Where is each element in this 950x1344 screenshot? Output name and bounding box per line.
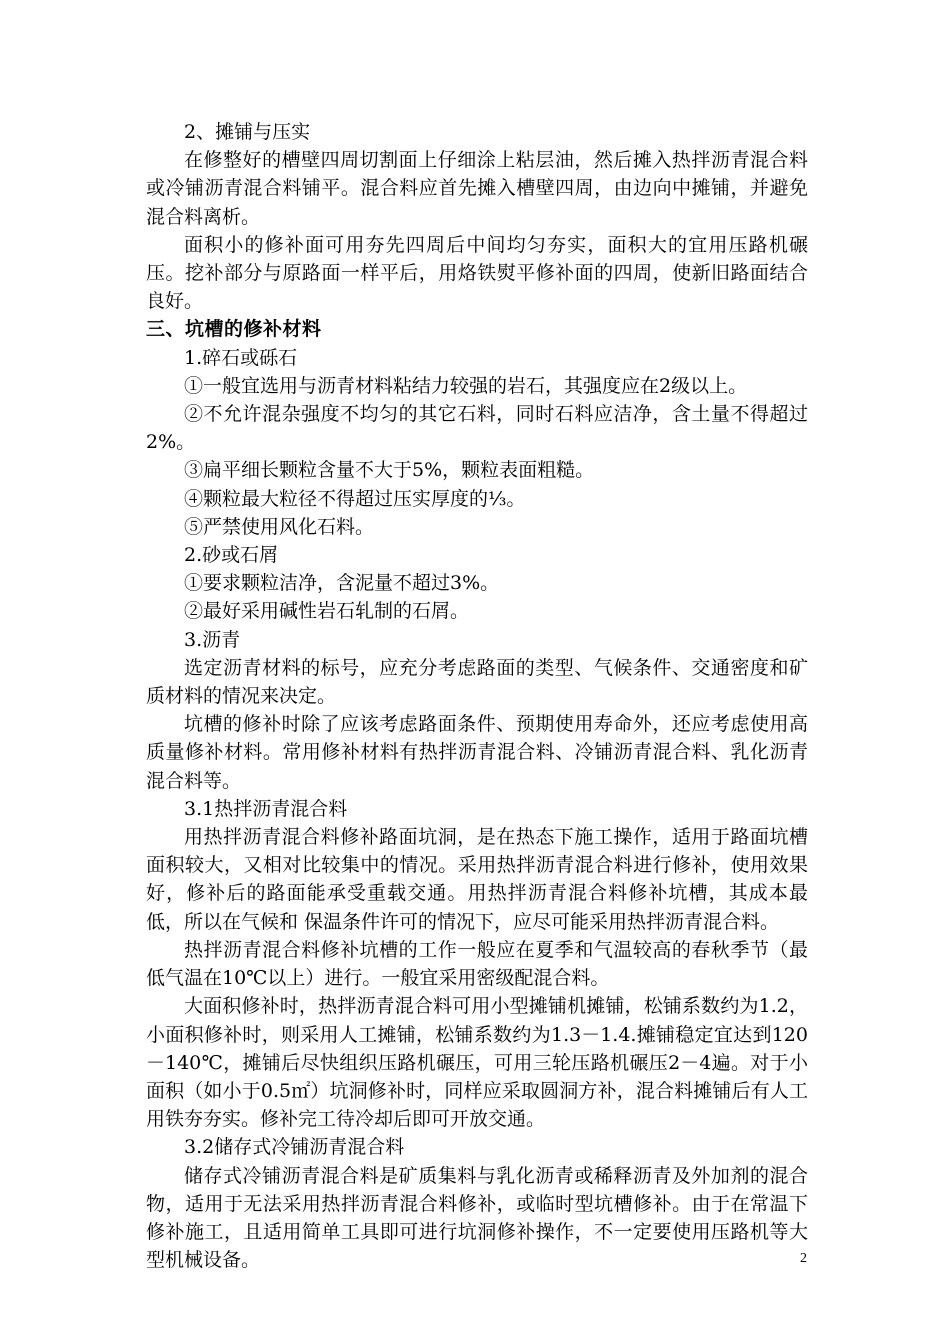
body-paragraph: 储存式冷铺沥青混合料是矿质集料与乳化沥青或稀释沥青及外加剂的混合物，适用于无法采用热拌沥青混合料修补，或临时型坑槽修补。由于在常温下修补施工，且适用简单工具即可进行坑洞修补操作，不一定要使用压路机等大型机械设备。 (146, 1164, 808, 1272)
sub-heading: 1.碎石或砾石 (184, 346, 298, 369)
sub-heading: 2.砂或石屑 (184, 544, 279, 567)
list-item: ①要求颗粒洁净，含泥量不超过3%。 (184, 572, 500, 595)
body-paragraph: 在修整好的槽壁四周切割面上仔细涂上粘层油，然后摊入热拌沥青混合料或冷铺沥青混合料铺平。混合料应首先摊入槽壁四周，由边向中摊铺，并避免混合料离析。 (146, 149, 808, 228)
body-paragraph: 用热拌沥青混合料修补路面坑洞，是在热态下施工操作，适用于路面坑槽面积较大，又相对比较集中的情况。采用热拌沥青混合料进行修补，使用效果好，修补后的路面能承受重载交通。用热拌沥青混合料修补坑槽，其成本最低，所以在气候和 保温条件许可的情况下，应尽可能采用热拌沥青混合料。 (146, 826, 808, 933)
list-item: ②最好采用碱性岩石轧制的石屑。 (184, 600, 470, 623)
sub-heading: 3.2储存式冷铺沥青混合料 (184, 1136, 405, 1159)
sub-heading: 3.1热拌沥青混合料 (184, 797, 348, 820)
list-item: ④颗粒最大粒径不得超过压实厚度的⅓。 (184, 487, 526, 510)
body-paragraph: 选定沥青材料的标号，应充分考虑路面的类型、气候条件、交通密度和矿质材料的情况来决定。 (146, 656, 808, 708)
list-item: ⑤严禁使用风化石料。 (184, 515, 375, 538)
page-number: 2 (800, 1251, 807, 1266)
page-body (146, 118, 808, 1274)
body-paragraph: 坑槽的修补时除了应该考虑路面条件、预期使用寿命外，还应考虑使用高质量修补材料。常用修补材料有热拌沥青混合料、冷铺沥青混合料、乳化沥青混合料等。 (146, 713, 808, 792)
body-paragraph: 大面积修补时，热拌沥青混合料可用小型摊铺机摊铺，松铺系数约为1.2，小面积修补时，则采用人工摊铺，松铺系数约为1.3－1.4.摊铺稳定宜达到120－140℃，摊铺后尽快组织压路机碾压，可用三轮压路机碾压2－4遍。对于小面积（如小于0.5㎡）坑洞修补时，同样应采取圆洞方补，混合料摊铺后有人工用铁夯夯实。修补完工待冷却后即可开放交通。 (146, 995, 808, 1131)
list-item: ③扁平细长颗粒含量不大于5%，颗粒表面粗糙。 (184, 459, 595, 482)
section-heading: 三、坑槽的修补材料 (146, 318, 322, 341)
body-paragraph: 热拌沥青混合料修补坑槽的工作一般应在夏季和气温较高的春秋季节（最低气温在10℃以上）进行。一般宜采用密级配混合料。 (146, 938, 808, 990)
list-item: ①一般宜选用与沥青材料粘结力较强的岩石，其强度应在2级以上。 (184, 374, 748, 397)
list-item: ②不允许混杂强度不均匀的其它石料，同时石料应洁净，含土量不得超过2%。 (146, 403, 808, 454)
sub-heading: 2、摊铺与压实 (184, 121, 311, 143)
sub-heading: 3.沥青 (184, 628, 241, 651)
body-paragraph: 面积小的修补面可用夯先四周后中间均匀夯实，面积大的宜用压路机碾压。挖补部分与原路面一样平后，用烙铁熨平修补面的四周，使新旧路面结合良好。 (146, 233, 808, 313)
